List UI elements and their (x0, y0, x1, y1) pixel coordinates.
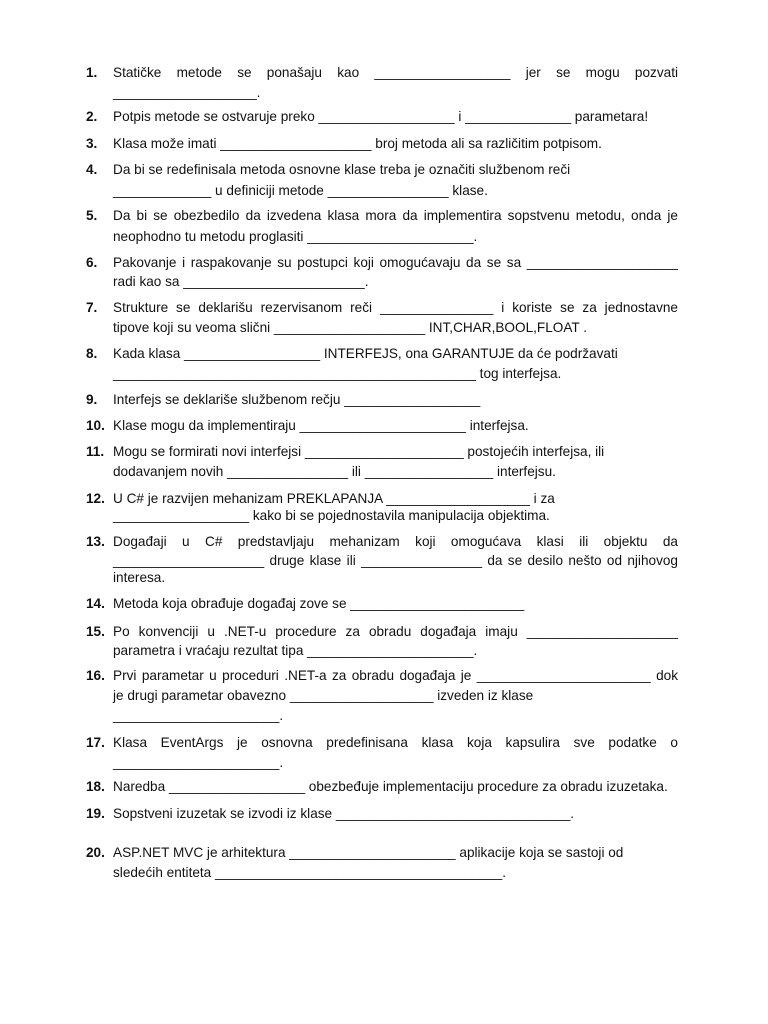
question-line: Naredba __________________ obezbeđuje implementaciju procedure za obradu izuzetaka. (113, 779, 668, 794)
question-line: ______________________. (113, 708, 284, 723)
question-line: Događaji u C# predstavljaju mehanizam koji omogućava klasi ili objektu da (113, 534, 678, 549)
question-number: 10. (86, 418, 105, 433)
question-number: 4. (86, 162, 98, 177)
question-line: Potpis metode se ostvaruje preko __________________ i ______________ parametara! (113, 109, 649, 124)
question-line: Metoda koja obrađuje događaj zove se _______________________ (113, 596, 525, 611)
question-line: Strukture se deklarišu rezervisanom reči _______________ i koriste se za jednostavne (113, 300, 678, 315)
question-line: dodavanjem novih ________________ ili _________________ interfejsu. (113, 464, 556, 479)
question-number: 18. (86, 779, 105, 794)
question-number: 13. (86, 534, 105, 549)
question-number: 1. (86, 65, 98, 80)
question-line: Statičke metode se ponašaju kao __________________ jer se mogu pozvati (113, 65, 678, 80)
question-line: Po konvenciji u .NET-u procedure za obradu događaja imaju ____________________ (113, 624, 678, 639)
question-number: 16. (86, 668, 105, 683)
question-line: ASP.NET MVC je arhitektura ______________________ aplikacije koja se sastoji od (113, 845, 624, 860)
question-number: 5. (86, 208, 98, 223)
question-line: Interfejs se deklariše službenom rečju __________________ (113, 392, 481, 407)
question-number: 2. (86, 109, 98, 124)
question-line: sledećih entiteta ______________________________________. (113, 865, 507, 880)
question-line: ______________________. (113, 755, 284, 770)
question-number: 11. (86, 444, 105, 459)
question-line: Kada klasa __________________ INTERFEJS, ona GARANTUJE da će podržavati (113, 346, 618, 361)
question-line: Da bi se obezbedilo da izvedena klasa mora da implementira sopstvenu metodu, onda je (113, 208, 678, 223)
question-line: ____________________ druge klase ili ________________ da se desilo nešto od njihovog (113, 553, 678, 568)
question-line: parametra i vraćaju rezultat tipa ______________________. (113, 643, 478, 658)
question-line: Mogu se formirati novi interfejsi _____________________ postojećih interfejsa, ili (113, 444, 605, 459)
question-line: neophodno tu metodu proglasiti ______________________. (113, 229, 478, 244)
question-line: _____________ u definiciji metode ________________ klase. (113, 183, 488, 198)
question-line: ________________________________________________ tog interfejsa. (113, 366, 562, 381)
question-number: 15. (86, 624, 105, 639)
question-number: 12. (86, 491, 105, 506)
question-line: Sopstveni izuzetak se izvodi iz klase _______________________________. (113, 806, 575, 821)
question-number: 8. (86, 346, 98, 361)
question-number: 14. (86, 596, 105, 611)
question-number: 20. (86, 845, 105, 860)
question-line: __________________ kako bi se pojednostavila manipulacija objektima. (113, 508, 550, 523)
question-number: 19. (86, 806, 105, 821)
question-line: Klasa EventArgs je osnovna predefinisana klasa koja kapsulira sve podatke o (113, 735, 678, 750)
question-line: tipove koji su veoma slični ____________________ INT,CHAR,BOOL,FLOAT . (113, 320, 588, 335)
question-number: 17. (86, 735, 105, 750)
question-number: 9. (86, 392, 98, 407)
question-line: U C# je razvijen mehanizam PREKLAPANJA ___________________ i za (113, 491, 555, 506)
question-line: Prvi parametar u proceduri .NET-a za obradu događaja je _______________________ dok (113, 668, 678, 683)
question-line: Da bi se redefinisala metoda osnovne klase treba je označiti službenom reči (113, 162, 571, 177)
question-line: radi kao sa ________________________. (113, 274, 369, 289)
question-line: ___________________. (113, 85, 261, 100)
question-number: 6. (86, 255, 98, 270)
question-line: Klase mogu da implementiraju ______________________ interfejsa. (113, 418, 529, 433)
question-line: Pakovanje i raspakovanje su postupci koji omogućavaju da se sa ____________________ (113, 255, 678, 270)
question-number: 3. (86, 136, 98, 151)
question-line: interesa. (113, 570, 166, 585)
question-line: je drugi parametar obavezno ___________________ izveden iz klase (113, 688, 534, 703)
question-line: Klasa može imati ____________________ broj metoda ali sa različitim potpisom. (113, 136, 602, 151)
question-number: 7. (86, 300, 98, 315)
